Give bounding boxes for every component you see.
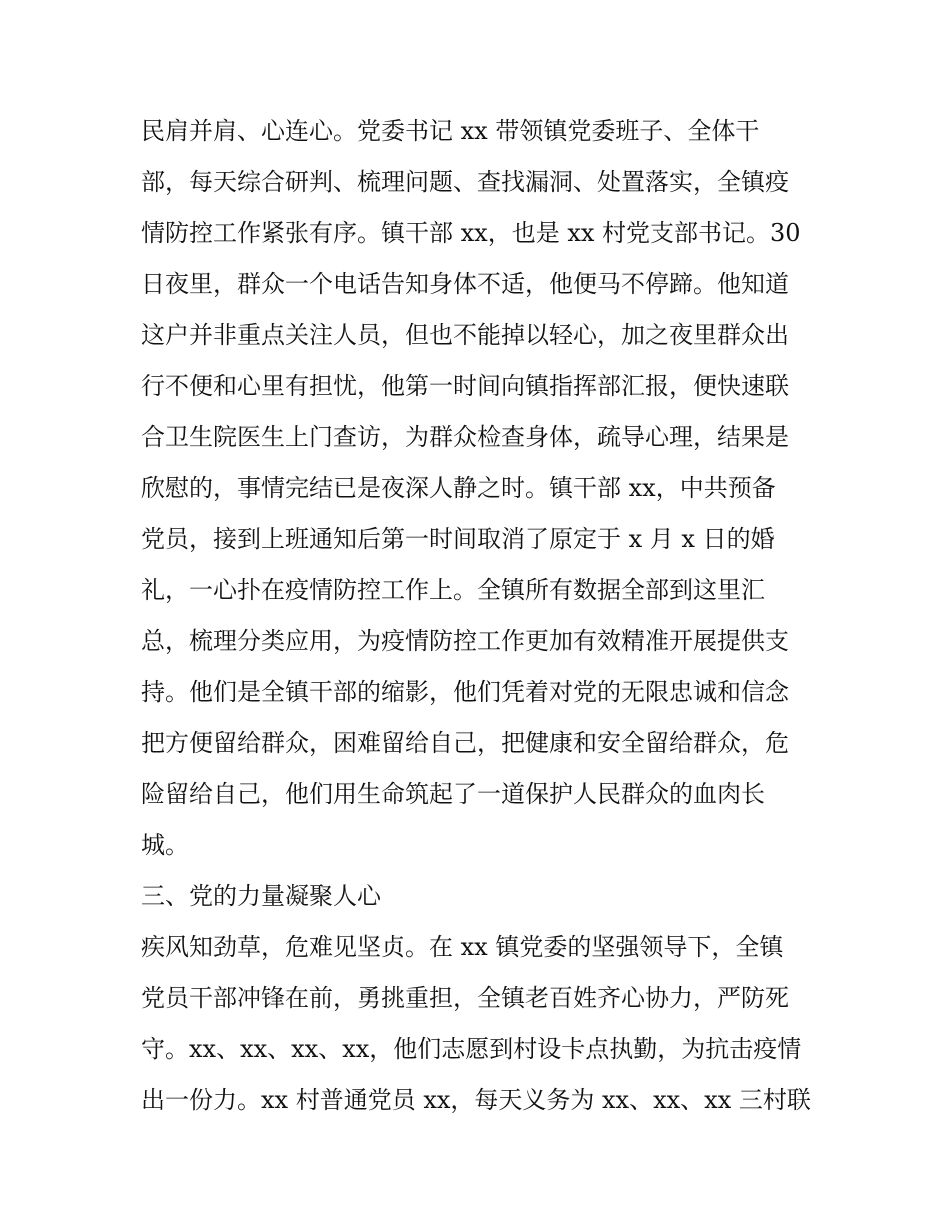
text-line: 欣慰的，事情完结已是夜深人静之时。镇干部 xx，中共预备	[141, 474, 776, 502]
text-line: 险留给自己，他们用生命筑起了一道保护人民群众的血肉长	[141, 780, 765, 808]
text-line: 总，梳理分类应用，为疫情防控工作更加有效精准开展提供支	[141, 627, 789, 655]
text-line: 民肩并肩、心连心。党委书记 xx 带领镇党委班子、全体干	[141, 117, 760, 145]
text-line: 把方便留给群众，困难留给自己，把健康和安全留给群众，危	[141, 729, 789, 757]
text-line: 日夜里，群众一个电话告知身体不适，他便马不停蹄。他知道	[141, 270, 789, 298]
text-line: 这户并非重点关注人员，但也不能掉以轻心，加之夜里群众出	[141, 321, 789, 349]
text-line: 疾风知劲草，危难见坚贞。在 xx 镇党委的坚强领导下，全镇	[141, 933, 784, 961]
body-text	[141, 106, 821, 1126]
text-line: 城。	[141, 831, 189, 859]
text-line: 合卫生院医生上门查访，为群众检查身体，疏导心理，结果是	[141, 423, 789, 451]
text-line: 持。他们是全镇干部的缩影，他们凭着对党的无限忠诚和信念	[141, 678, 789, 706]
text-line: 党员干部冲锋在前，勇挑重担，全镇老百姓齐心协力，严防死	[141, 984, 789, 1012]
text-line: 出一份力。xx 村普通党员 xx，每天义务为 xx、xx、xx 三村联	[141, 1086, 811, 1114]
text-line: 党员，接到上班通知后第一时间取消了原定于 x 月 x 日的婚	[141, 525, 775, 553]
text-line: 礼，一心扑在疫情防控工作上。全镇所有数据全部到这里汇	[141, 576, 765, 604]
text-line: 守。xx、xx、xx、xx，他们志愿到村设卡点执勤，为抗击疫情	[141, 1035, 802, 1063]
text-line: 情防控工作紧张有序。镇干部 xx，也是 xx 村党支部书记。30	[141, 219, 801, 247]
section-heading: 三、党的力量凝聚人心	[141, 882, 381, 910]
text-line: 部，每天综合研判、梳理问题、查找漏洞、处置落实，全镇疫	[141, 168, 789, 196]
text-line: 行不便和心里有担忧，他第一时间向镇指挥部汇报，便快速联	[141, 372, 789, 400]
